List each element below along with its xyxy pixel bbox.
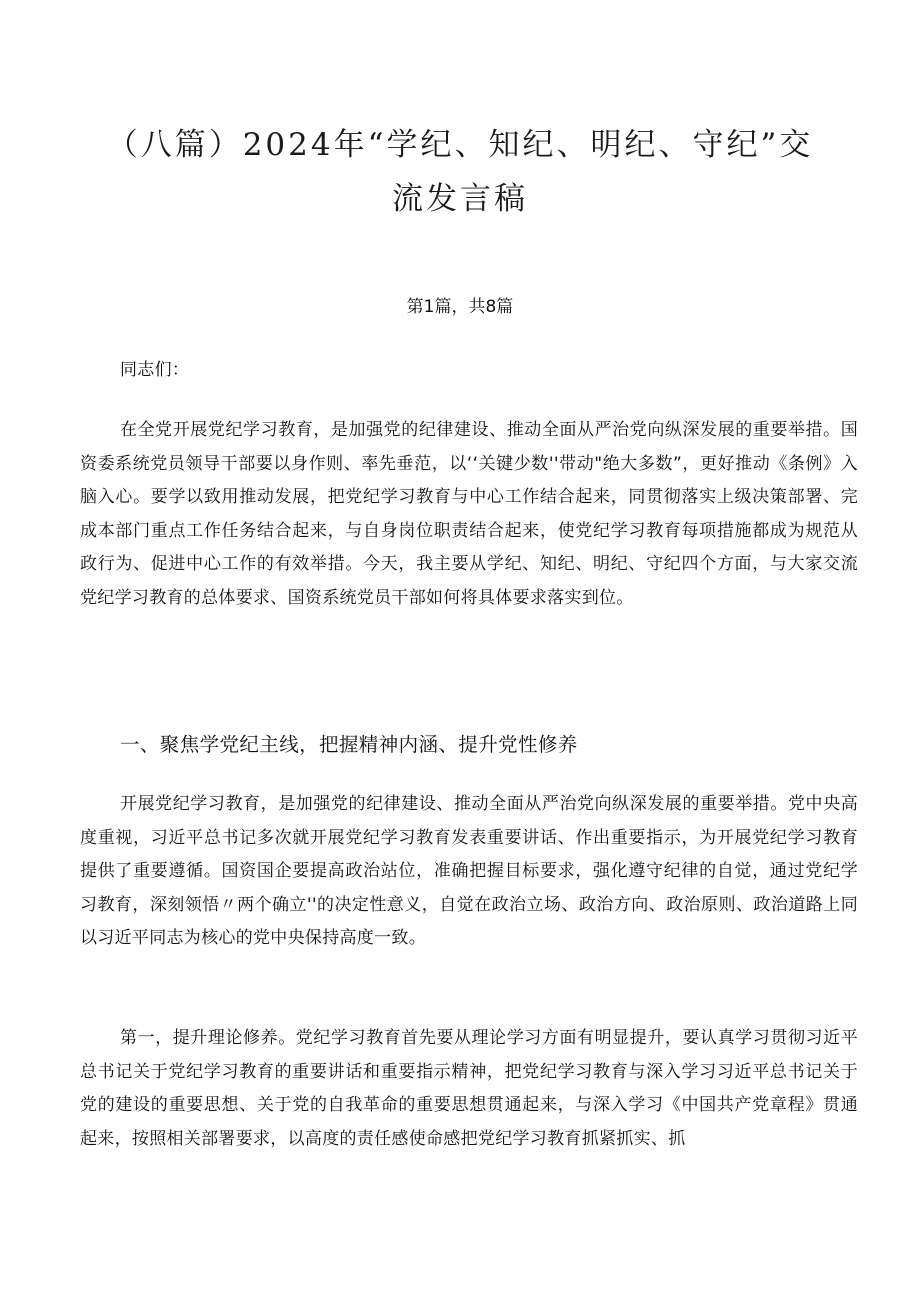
paragraph: 第一，提升理论修养。党纪学习教育首先要从理论学习方面有明显提升，要认真学习贯彻习近平总书记关于党纪学习教育的重要讲话和重要指示精神，把党纪学习教育与深入学习习近平总书记关于党的建设的重要思想、关于党的自我革命的重要思想贯通起来，与深入学习《中国共产党章程》贯通起来，按照相关部署要求，以高度的责任感使命感把党纪学习教育抓紧抓实、抓 bbox=[80, 1028, 858, 1149]
document-title: （八篇）2024年“学纪、知纪、明纪、守纪”交流发言稿 bbox=[106, 127, 814, 217]
part-label: 第1篇，共8篇 bbox=[406, 297, 514, 317]
paragraph: 在全党开展党纪学习教育，是加强党的纪律建设、推动全面从严治党向纵深发展的重要举措。国资委系统党员领导干部要以身作则、率先垂范，以‘‘关键少数''带动"绝大多数”，更好推动《条例》入脑入心。要学以致用推动发展，把党纪学习教育与中心工作结合起来，同贯彻落实上级决策部署、完成本部门重点工作任务结合起来，与自身岗位职责结合起来，使党纪学习教育每项措施都成为规范从政行为、促进中心工作的有效举措。今天，我主要从学纪、知纪、明纪、守纪四个方面，与大家交流党纪学习教育的总体要求、国资系统党员干部如何将具体要求落实到位。 bbox=[80, 420, 858, 608]
paragraph: 开展党纪学习教育，是加强党的纪律建设、推动全面从严治党向纵深发展的重要举措。党中央高度重视，习近平总书记多次就开展党纪学习教育发表重要讲话、作出重要指示，为开展党纪学习教育提供了重要遵循。国资国企要提高政治站位，准确把握目标要求，强化遵守纪律的自觉，通过党纪学习教育，深刻领悟〃两个确立''的决定性意义，自觉在政治立场、政治方向、政治原则、政治道路上同以习近平同志为核心的党中央保持高度一致。 bbox=[80, 794, 858, 948]
salutation: 同志们： bbox=[120, 360, 190, 380]
section-heading: 一、聚焦学党纪主线，把握精神内涵、提升党性修养 bbox=[120, 733, 578, 756]
